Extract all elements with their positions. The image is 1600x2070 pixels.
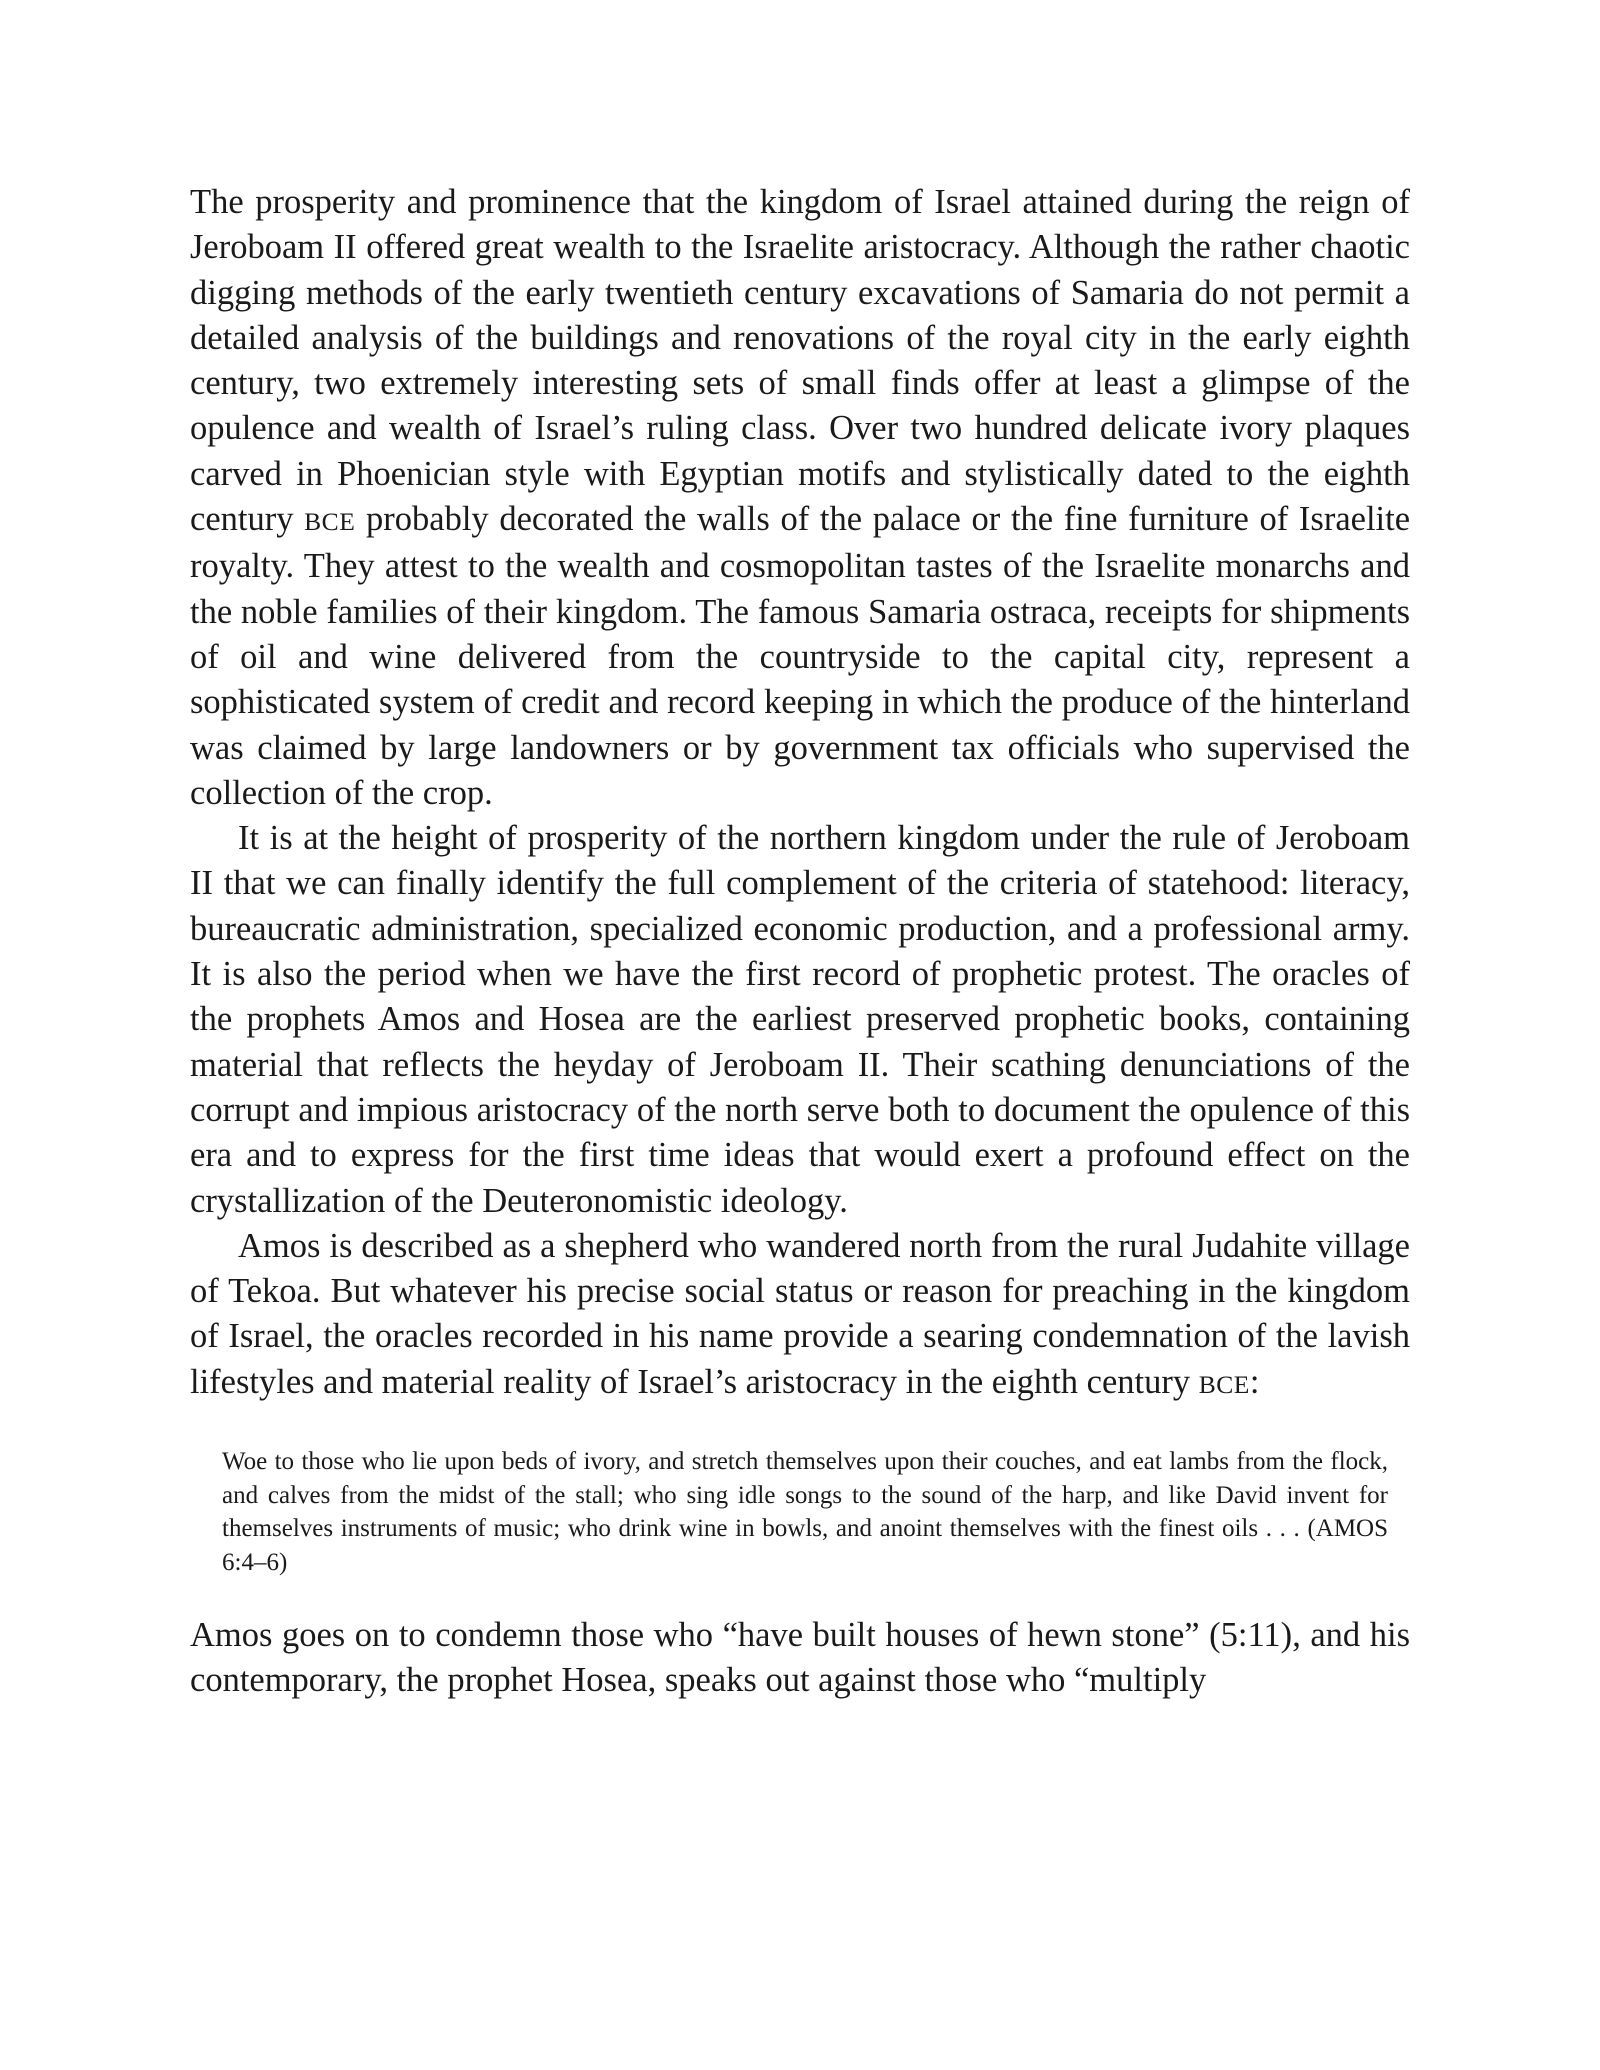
paragraph-continuation bbox=[190, 1613, 1410, 1704]
verse-reference: (5:11) bbox=[1209, 1616, 1293, 1655]
paragraph-text: Amos is described as a shepherd who wandered north from the rural Judahite village of Tekoa. But whatever his precise social status or reason for preaching in the kingdom of Israel, the oracles recorded in his name provide a searing condemnation of the lavish lifestyles and material reality of Israel’s aristocracy in the eighth century bbox=[190, 1226, 1410, 1401]
quote-text: Woe to those who lie upon beds of ivory, and stretch themselves upon their couches, and eat lambs from the flock, and calves from the midst of the stall; who sing idle songs to the sound of the harp, and like David invent for themselves instruments of music; who drink wine in bowls, and anoint themselves with the finest oils . . . bbox=[222, 1448, 1388, 1543]
punctuation: : bbox=[1249, 1362, 1260, 1401]
paragraph-amos bbox=[190, 1224, 1410, 1407]
era-abbreviation: BCE bbox=[304, 507, 356, 537]
paragraph-text: Amos goes on to condemn those who “have built houses of hewn stone” bbox=[190, 1616, 1200, 1655]
paragraph-text: probably decorated the walls of the palace or the fine furniture of Israelite royalty. They attest to the wealth and cosmopolitan tastes of the Israelite monarchs and the noble families of their kingdom. The famous Samaria ostraca, receipts for shipments of oil and wine delivered from the countryside to the capital city, represent a sophisticated system of credit and record keeping in which the produce of the hinterland was claimed by large landowners or by government tax officials who supervised the collection of the crop. bbox=[190, 500, 1411, 812]
paragraph-statehood bbox=[190, 816, 1410, 1224]
paragraph-text: , and his contemporary, the prophet Hosea, speaks out against those who “multiply bbox=[190, 1616, 1410, 1700]
paragraph-text: The prosperity and prominence that the kingdom of Israel attained during the reign of Jeroboam II offered great wealth to the Israelite aristocracy. Although the rather chaotic digging methods of the early twentieth century excavations of Samaria do not permit a detailed analysis of the buildings and renovations of the royal city in the early eighth century, two extremely interesting sets of small finds offer at least a glimpse of the opulence and wealth of Israel’s ruling class. Over two hundred delicate ivory plaques carved in Phoenician style with Egyptian motifs and stylistically dated to the eighth century bbox=[190, 183, 1410, 539]
paragraph-text: It is at the height of prosperity of the northern kingdom under the rule of Jeroboam II that we can finally identify the full complement of the criteria of statehood: literacy, bureaucratic administration, specialized economic production, and a professional army. It is also the period when we have the first record of prophetic protest. The oracles of the prophets Amos and Hosea are the earliest preserved prophetic books, containing material that reflects the heyday of Jeroboam II. Their scathing denunciations of the corrupt and impious aristocracy of the north serve both to document the opulence of this era and to express for the first time ideas that would exert a profound effect on the crystallization of the Deuteronomistic ideology. bbox=[190, 819, 1410, 1220]
quote-citation: (AMOS 6:4–6) bbox=[222, 1515, 1389, 1576]
book-page bbox=[190, 180, 1410, 1704]
block-quote bbox=[222, 1445, 1388, 1579]
paragraph-prosperity bbox=[190, 180, 1410, 816]
era-abbreviation: BCE bbox=[1198, 1369, 1250, 1399]
